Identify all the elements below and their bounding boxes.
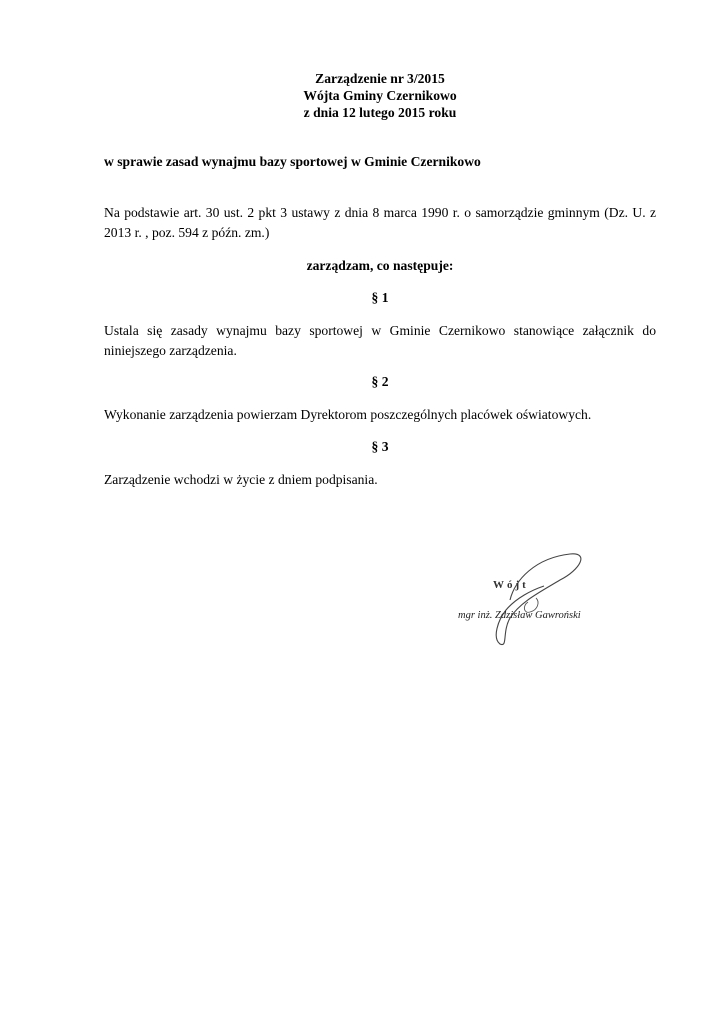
issuing-authority: Wójta Gminy Czernikowo [303, 88, 457, 103]
section-text-1: Ustala się zasady wynajmu bazy sportowej w Gminie Czernikowo stanowiące załącznik do niniejszego zarządzenia. [104, 323, 656, 358]
legal-basis-paragraph: Na podstawie art. 30 ust. 2 pkt 3 ustawy z dnia 8 marca 1990 r. o samorządzie gminnym (Dz. U. z 2013 r. , poz. 594 z późn. zm.) [104, 205, 656, 240]
document-header [0, 70, 725, 121]
section-mark-2: § 2 [371, 374, 389, 389]
ordinance-date: z dnia 12 lutego 2015 roku [303, 105, 457, 120]
ordinance-subject: w sprawie zasad wynajmu bazy sportowej w Gminie Czernikowo [104, 154, 481, 169]
section-mark-1: § 1 [371, 290, 389, 305]
handwritten-signature [440, 540, 600, 650]
stamp-title: Wójt [493, 579, 529, 591]
section-text-2: Wykonanie zarządzenia powierzam Dyrektorom poszczególnych placówek oświatowych. [104, 407, 592, 422]
stamp-name: mgr inż. Zdzisław Gawroński [458, 610, 581, 621]
decree-phrase: zarządzam, co następuje: [306, 258, 454, 273]
section-mark-3: § 3 [371, 439, 389, 454]
ordinance-number: Zarządzenie nr 3/2015 [315, 71, 445, 86]
section-text-3: Zarządzenie wchodzi w życie z dniem podpisania. [104, 472, 378, 487]
